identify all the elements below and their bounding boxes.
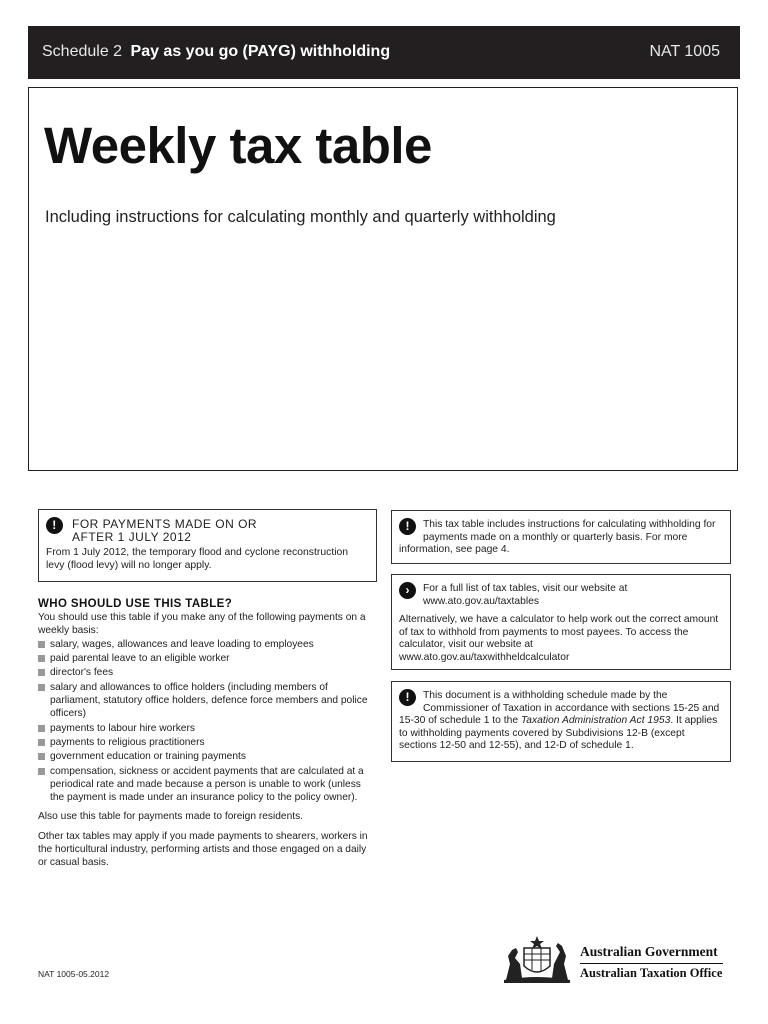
who-should-use-section — [38, 598, 368, 869]
other-tables-note: Other tax tables may apply if you made payments to shearers, workers in the horticultural industry, performing artists and those engaged on a daily or casual basis. — [38, 830, 368, 868]
notice-body — [46, 546, 369, 572]
flood-levy-notice — [38, 509, 377, 582]
chevron-right-icon: › — [399, 582, 416, 599]
list-item: salary and allowances to office holders (including members of parliament, statutory office holders, defence force members and police officers) — [38, 681, 368, 721]
list-item: compensation, sickness or accident payments that are calculated at a periodical rate and made because a person is unable to work (unless the payment is made under an insurance policy to the policy owner). — [38, 765, 368, 805]
list-item: payments to religious practitioners — [38, 736, 368, 749]
notice-heading — [46, 518, 369, 544]
who-heading: WHO SHOULD USE THIS TABLE? — [38, 598, 233, 610]
nat-code: NAT 1005 — [649, 43, 720, 60]
tax-tables-link[interactable]: www.ato.gov.au/taxtables — [423, 595, 540, 607]
government-logo — [500, 934, 730, 984]
agency-name: Australian Taxation Office — [580, 966, 723, 980]
list-item: paid parental leave to an eligible worker — [38, 652, 368, 665]
gov-name: Australian Government — [580, 944, 718, 959]
list-item: salary, wages, allowances and leave loading to employees — [38, 638, 368, 651]
list-item: government education or training payments — [38, 750, 368, 763]
info-box-1-text: This tax table includes instructions for calculating withholding for payments made on a monthly or quarterly basis. For more information, see page 4. — [399, 519, 716, 556]
monthly-quarterly-info-box — [391, 510, 731, 564]
info-box-2-text: For a full list of tax tables, visit our website at — [423, 583, 628, 594]
logo-divider — [580, 963, 723, 964]
page-title: Weekly tax table — [44, 117, 432, 174]
website-info-box — [391, 574, 731, 670]
schedule-number: Schedule 2 — [42, 43, 123, 60]
info-box-3-text-after: . It applies to withholding payments covered by Subdivisions 12-B (except sections 12-50 and 12-55), and 12-D of schedule 1. — [399, 715, 718, 752]
page-subtitle: Including instructions for calculating monthly and quarterly withholding — [45, 208, 556, 226]
coat-of-arms-icon — [500, 934, 574, 984]
exclamation-icon: ! — [46, 517, 63, 534]
list-item: director's fees — [38, 666, 368, 679]
act-name: Taxation Administration Act 1953 — [520, 715, 671, 727]
info-box-3-text-before: This document is a withholding schedule made by the Commissioner of Taxation in accordance with sections 15-25 and 15-30 of schedule 1 to the — [399, 690, 720, 727]
exclamation-icon: ! — [399, 518, 416, 535]
who-intro: You should use this table if you make any of the following payments on a weekly basis: — [38, 612, 366, 637]
schedule-title: Pay as you go (PAYG) withholding — [130, 43, 391, 60]
withholding-schedule-info-box — [391, 681, 731, 762]
list-item: payments to labour hire workers — [38, 722, 368, 735]
cover-title-box — [28, 87, 738, 471]
footer-nat-code: NAT 1005-05.2012 — [38, 969, 110, 979]
notice-body-rest: the temporary flood and cyclone reconstruction levy (flood levy) will no longer apply. — [46, 547, 349, 571]
tax-calculator-link[interactable]: www.ato.gov.au/taxwithheldcalculator — [399, 651, 570, 663]
payment-type-list — [38, 638, 368, 805]
info-box-2-text2: Alternatively, we have a calculator to help work out the correct amount of tax to withhold from payments to most payees. To access the calculator, visit our website at — [399, 614, 719, 651]
notice-body-prefix: From 1 July 2012, — [46, 547, 133, 558]
schedule-heading — [42, 43, 390, 61]
header-band — [28, 26, 740, 79]
calculator-note — [399, 614, 723, 664]
foreign-residents-note: Also use this table for payments made to foreign residents. — [38, 811, 304, 823]
notice-heading-line2: AFTER 1 JULY 2012 — [72, 530, 192, 544]
notice-heading-line1: FOR PAYMENTS MADE ON OR — [72, 517, 258, 531]
exclamation-icon: ! — [399, 689, 416, 706]
